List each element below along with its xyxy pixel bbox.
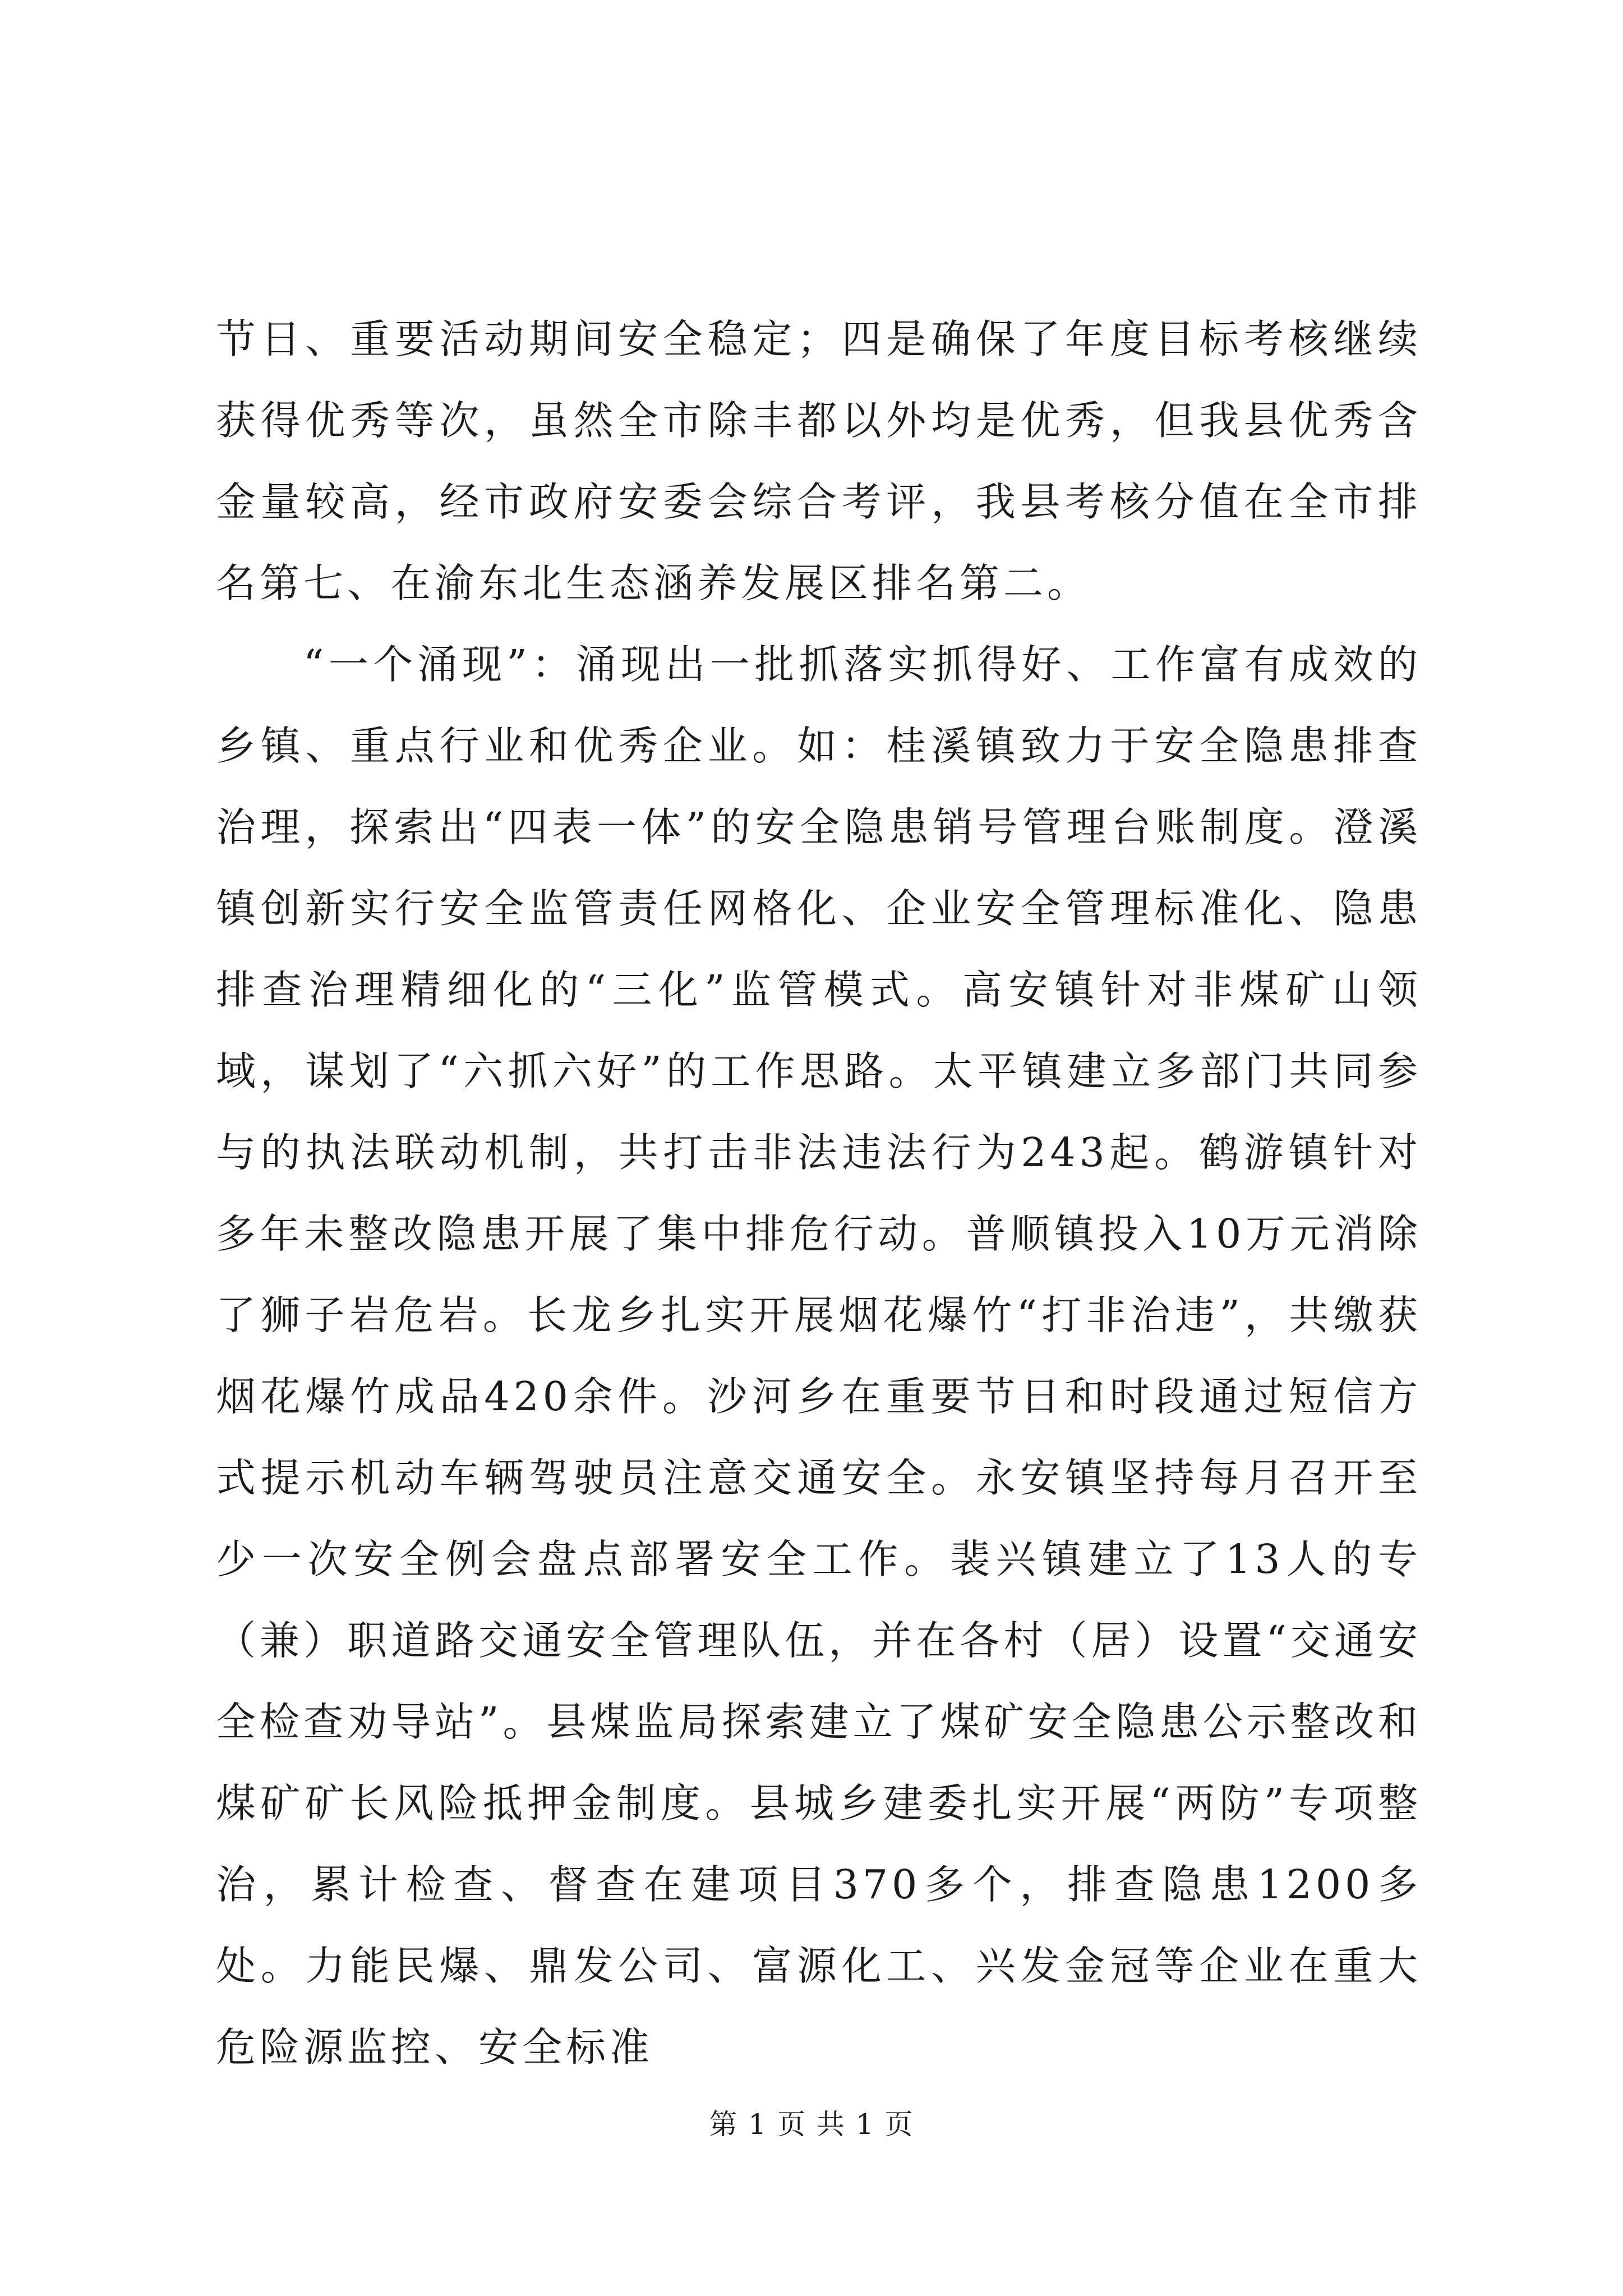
- document-body: [216, 298, 1422, 2088]
- page-footer: 第 1 页 共 1 页: [709, 2108, 914, 2141]
- paragraph-2: “一个涌现”：涌现出一批抓落实抓得好、工作富有成效的乡镇、重点行业和优秀企业。如：桂溪镇致力于安全隐患排查治理，探索出“四表一体”的安全隐患销号管理台账制度。澄溪镇创新实行安全监管责任网格化、企业安全管理标准化、隐患排查治理精细化的“三化”监管模式。高安镇针对非煤矿山领域，谋划了“六抓六好”的工作思路。太平镇建立多部门共同参与的执法联动机制，共打击非法违法行为243起。鹤游镇针对多年未整改隐患开展了集中排危行动。普顺镇投入10万元消除了狮子岩危岩。长龙乡扎实开展烟花爆竹“打非治违”，共缴获烟花爆竹成品420余件。沙河乡在重要节日和时段通过短信方式提示机动车辆驾驶员注意交通安全。永安镇坚持每月召开至少一次安全例会盘点部署安全工作。裴兴镇建立了13人的专（兼）职道路交通安全管理队伍，并在各村（居）设置“交通安全检查劝导站”。县煤监局探索建立了煤矿安全隐患公示整改和煤矿矿长风险抵押金制度。县城乡建委扎实开展“两防”专项整治，累计检查、督查在建项目370多个，排查隐患1200多处。力能民爆、鼎发公司、富源化工、兴发金冠等企业在重大危险源监控、安全标准: [216, 641, 1422, 2070]
- paragraph-1: 节日、重要活动期间安全稳定；四是确保了年度目标考核继续获得优秀等次，虽然全市除丰都以外均是优秀，但我县优秀含金量较高，经市政府安委会综合考评，我县考核分值在全市排名第七、在渝东北生态涵养发展区排名第二。: [216, 316, 1422, 606]
